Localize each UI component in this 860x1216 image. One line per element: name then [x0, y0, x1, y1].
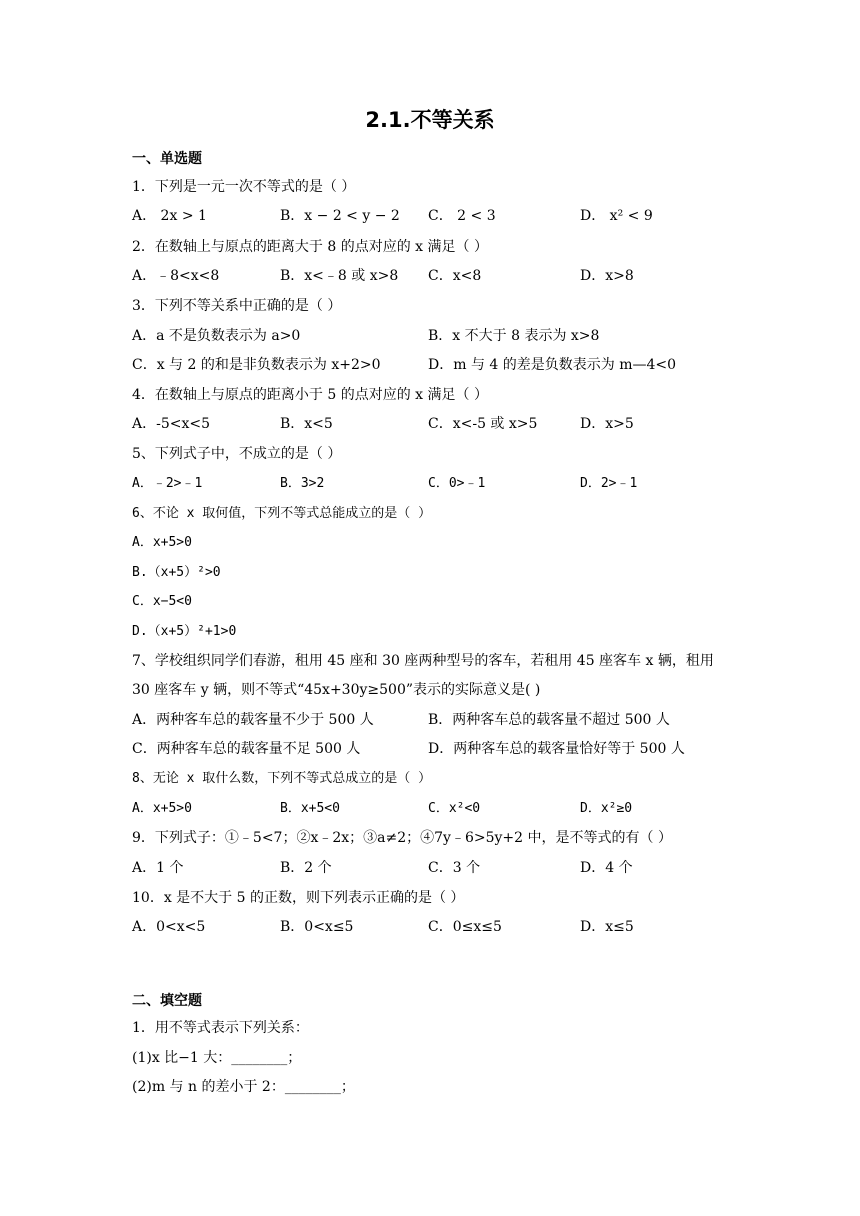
question-2-options	[132, 267, 732, 285]
option-b: B．x<﹣8 或 x>8	[280, 268, 399, 284]
option-d: D．x≤5	[580, 919, 634, 935]
question-6-option-c: C．x−5<0	[132, 594, 192, 609]
question-6-option-d: D.（x+5）²+1>0	[132, 624, 237, 639]
option-a: A．1 个	[132, 860, 184, 876]
option-a: A．﹣2>﹣1	[132, 476, 203, 491]
question-10-stem: 10．x 是不大于 5 的正数，则下列表示正确的是（ ）	[132, 890, 465, 906]
question-7-stem-line2: 30 座客车 y 辆，则不等式“45x+30y≥500”表示的实际意义是( )	[132, 682, 541, 698]
question-6-option-b: B.（x+5）²>0	[132, 565, 221, 580]
option-d: D．x>5	[580, 416, 634, 432]
fill-1-part-1: (1)x 比−1 大：________；	[132, 1050, 302, 1066]
option-d: D．2>﹣1	[580, 476, 638, 491]
option-b: B．x 不大于 8 表示为 x>8	[428, 328, 600, 344]
option-a: A．两种客车总的载客量不少于 500 人	[132, 712, 374, 728]
option-a: A．a 不是负数表示为 a>0	[132, 328, 301, 344]
option-c: C．0≤x≤5	[428, 919, 502, 935]
option-b: B．0<x≤5	[280, 919, 354, 935]
option-a: A．x+5>0	[132, 801, 192, 816]
option-c: C．x<8	[428, 268, 482, 284]
question-4-stem: 4．在数轴上与原点的距离小于 5 的点对应的 x 满足（ ）	[132, 387, 488, 403]
option-d: D．4 个	[580, 860, 633, 876]
question-10-options	[132, 918, 732, 936]
question-8-stem: 8、无论 x 取什么数，下列不等式总成立的是（ ）	[132, 771, 432, 786]
question-1-stem: 1．下列是一元一次不等式的是（ ）	[132, 179, 356, 195]
option-d: D．m 与 4 的差是负数表示为 m—4<0	[428, 357, 677, 373]
option-c: C．x<-5 或 x>5	[428, 416, 538, 432]
option-a: A．0<x<5	[132, 919, 206, 935]
option-d: D．两种客车总的载客量恰好等于 500 人	[428, 741, 685, 757]
option-c: C．0>﹣1	[428, 476, 486, 491]
question-2-stem: 2．在数轴上与原点的距离大于 8 的点对应的 x 满足（ ）	[132, 239, 488, 255]
section-heading-fill-in: 二、填空题	[132, 993, 202, 1009]
question-5-stem: 5、下列式子中，不成立的是（ ）	[132, 446, 342, 462]
question-3-stem: 3．下列不等关系中正确的是（ ）	[132, 298, 342, 314]
question-7-stem-line1: 7、学校组织同学们春游，租用 45 座和 30 座两种型号的客车，若租用 45 座客车 x 辆，租用	[132, 653, 714, 669]
question-8-options	[132, 800, 732, 818]
option-b: B．3>2	[280, 476, 325, 491]
page-title: 2.1.不等关系	[365, 108, 495, 132]
option-b: B．x − 2 < y − 2	[280, 208, 400, 224]
option-a: A．﹣8<x<8	[132, 268, 220, 284]
option-b: B．2 个	[280, 860, 332, 876]
question-1-options	[132, 207, 732, 225]
question-9-options	[132, 859, 732, 877]
question-3-options-row2	[132, 356, 732, 374]
section-heading-single-choice: 一、单选题	[132, 151, 202, 167]
option-b: B．x+5<0	[280, 801, 340, 816]
question-5-options	[132, 475, 732, 493]
option-d: D．x²≥0	[580, 801, 633, 816]
question-7-options-row1	[132, 711, 732, 729]
question-3-options-row1	[132, 327, 732, 345]
option-a: A． 2x > 1	[132, 208, 207, 224]
option-b: B．x<5	[280, 416, 333, 432]
option-b: B．两种客车总的载客量不超过 500 人	[428, 712, 670, 728]
question-6-stem: 6、不论 x 取何值，下列不等式总能成立的是（ ）	[132, 506, 432, 521]
question-9-stem: 9．下列式子：①﹣5<7；②x﹣2x；③a≠2；④7y﹣6>5y+2 中，是不等式的有（ ）	[132, 830, 672, 846]
option-c: C．x 与 2 的和是非负数表示为 x+2>0	[132, 357, 381, 373]
fill-1-stem: 1．用不等式表示下列关系：	[132, 1020, 309, 1036]
option-d: D． x² < 9	[580, 208, 653, 224]
option-c: C．3 个	[428, 860, 481, 876]
question-6-option-a: A．x+5>0	[132, 535, 192, 550]
question-7-options-row2	[132, 740, 732, 758]
fill-1-part-2: (2)m 与 n 的差小于 2：________；	[132, 1079, 355, 1095]
option-c: C．x²<0	[428, 801, 481, 816]
option-a: A．-5<x<5	[132, 416, 211, 432]
option-c: C． 2 < 3	[428, 208, 496, 224]
question-4-options	[132, 415, 732, 433]
option-d: D．x>8	[580, 268, 634, 284]
option-c: C．两种客车总的载客量不足 500 人	[132, 741, 361, 757]
